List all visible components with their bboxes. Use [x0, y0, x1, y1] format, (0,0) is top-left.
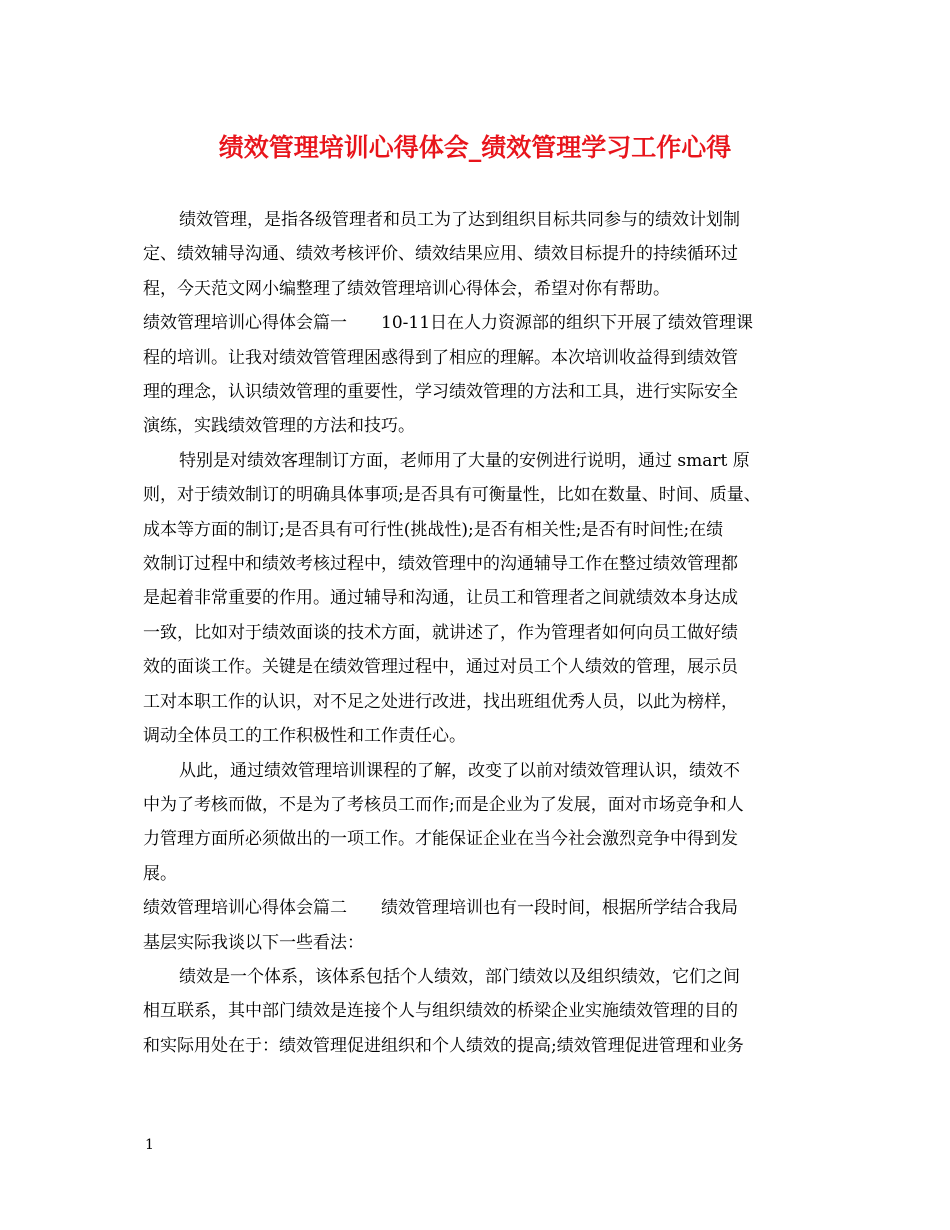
paragraph-smart	[143, 444, 813, 754]
section-two-heading: 绩效管理培训心得体会篇二	[143, 898, 347, 919]
text-line: 演练，实践绩效管理的方法和技巧。	[143, 416, 415, 437]
section-one-first-line	[143, 306, 813, 340]
text-line: 效的面谈工作。关键是在绩效管理过程中，通过对员工个人绩效的管理，展示员	[143, 657, 738, 678]
text-line: 从此，通过绩效管理培训课程的了解，改变了以前对绩效管理认识，绩效不	[179, 760, 740, 781]
text-line: 一致，比如对于绩效面谈的技术方面，就讲述了，作为管理者如何向员工做好绩	[143, 622, 738, 643]
paragraph-performance-system	[143, 960, 813, 1063]
text-line: 理的理念，认识绩效管理的重要性，学习绩效管理的方法和工具，进行实际安全	[143, 382, 738, 403]
text-line: 程的培训。让我对绩效管管理困惑得到了相应的理解。本次培训收益得到绩效管	[143, 347, 738, 368]
text-line: 是起着非常重要的作用。通过辅导和沟通，让员工和管理者之间就绩效本身达成	[143, 588, 738, 609]
text-line: 力管理方面所必须做出的一项工作。才能保证企业在当今社会激烈竞争中得到发	[143, 829, 738, 850]
text-line: 相互联系，其中部门绩效是连接个人与组织绩效的桥梁企业实施绩效管理的目的	[143, 1001, 738, 1022]
text-line: 绩效管理，是指各级管理者和员工为了达到组织目标共同参与的绩效计划制	[179, 210, 740, 230]
text-line: 定、绩效辅导沟通、绩效考核评价、绩效结果应用、绩效目标提升的持续循环过	[143, 244, 738, 265]
section-one	[143, 306, 813, 444]
paragraph-conclusion	[143, 754, 813, 892]
text-line: 10-11日在人力资源部的组织下开展了绩效管理课	[381, 313, 754, 334]
text-line: 工对本职工作的认识，对不足之处进行改进，找出班组优秀人员，以此为榜样，	[143, 691, 738, 712]
page-number: 1	[145, 1137, 154, 1153]
document-title: 绩效管理培训心得体会_绩效管理学习工作心得	[218, 133, 732, 162]
intro-paragraph	[143, 203, 813, 306]
section-one-heading: 绩效管理培训心得体会篇一	[143, 313, 347, 334]
section-two	[143, 891, 813, 960]
text-line: 特别是对绩效客理制订方面，老师用了大量的安例进行说明，通过 smart 原	[179, 450, 750, 471]
text-line: 则，对于绩效制订的明确具体事项;是否具有可衡量性，比如在数量、时间、质量、	[143, 485, 761, 506]
text-line: 中为了考核而做，不是为了考核员工而作;而是企业为了发展，面对市场竞争和人	[143, 794, 744, 815]
text-line: 调动全体员工的工作积极性和工作责任心。	[143, 726, 466, 747]
text-line: 基层实际我谈以下一些看法：	[143, 932, 364, 953]
text-line: 成本等方面的制订;是否具有可行性(挑战性);是否有相关性;是否有时间性;在绩	[143, 519, 724, 540]
text-line: 展。	[143, 863, 177, 884]
text-line: 绩效管理培训也有一段时间，根据所学结合我局	[381, 898, 738, 919]
text-line: 和实际用处在于：绩效管理促进组织和个人绩效的提高;绩效管理促进管理和业务	[143, 1035, 744, 1056]
section-two-first-line	[143, 891, 813, 925]
document-body	[143, 203, 813, 1063]
text-line: 绩效是一个体系，该体系包括个人绩效，部门绩效以及组织绩效，它们之间	[179, 966, 740, 987]
text-line: 效制订过程中和绩效考核过程中，绩效管理中的沟通辅导工作在整过绩效管理都	[143, 554, 738, 575]
text-line: 程，今天范文网小编整理了绩效管理培训心得体会，希望对你有帮助。	[143, 278, 670, 299]
